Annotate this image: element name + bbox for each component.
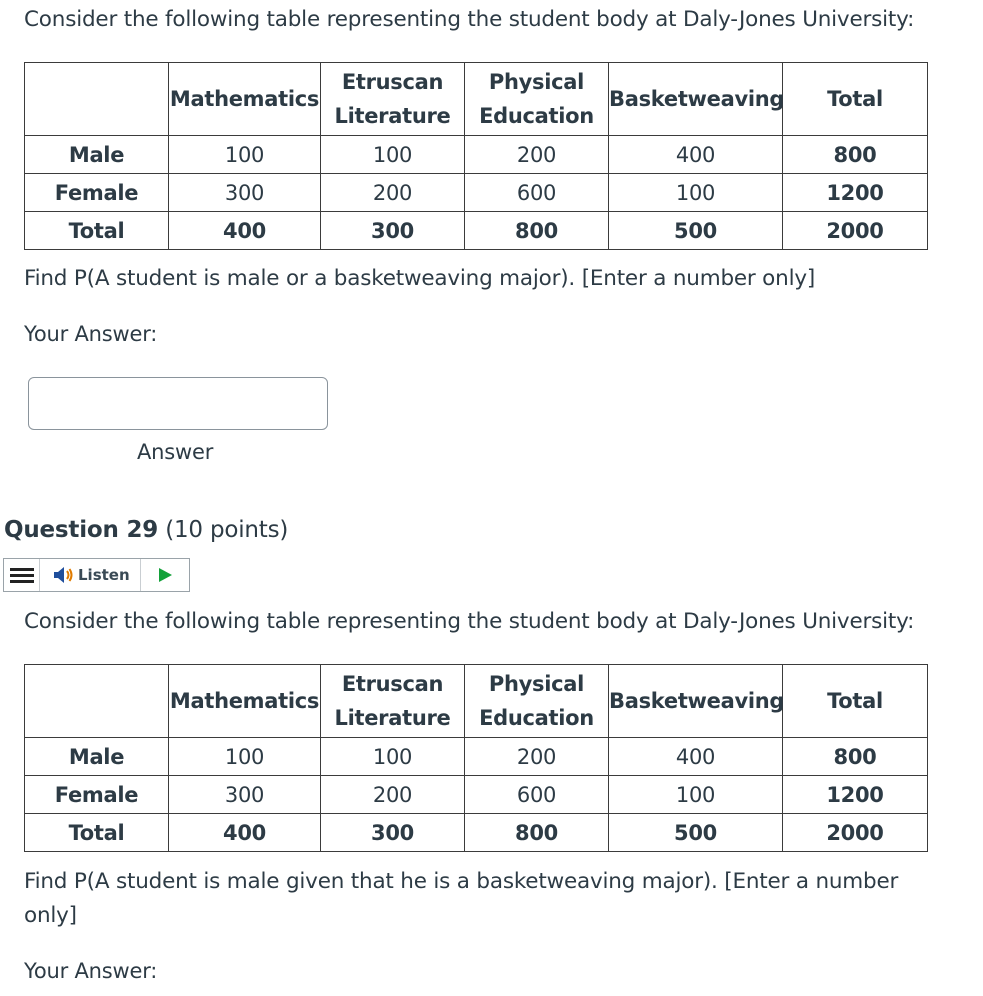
table-cell: 100: [169, 136, 321, 174]
menu-icon[interactable]: [4, 559, 40, 591]
question-text: Find P(A student is male or a basketweaving major). [Enter a number only]: [24, 266, 816, 291]
row-label: Male: [25, 136, 169, 174]
question-text: Find P(A student is male given that he is a basketweaving major). [Enter a number only]: [24, 869, 899, 928]
table-header-mathematics: Mathematics: [169, 63, 321, 136]
table-cell: 600: [465, 174, 609, 212]
table-cell: 300: [169, 174, 321, 212]
table-cell: 300: [169, 776, 321, 814]
table-header-row: [25, 63, 928, 136]
table-cell: 800: [465, 212, 609, 250]
table-header-corner: [25, 63, 169, 136]
listen-toolbar: [3, 558, 190, 592]
table-cell: 300: [321, 814, 465, 852]
table-cell: 800: [465, 814, 609, 852]
table-cell-total: 2000: [783, 814, 928, 852]
listen-button[interactable]: [40, 559, 141, 591]
table-header-etruscan: Etruscan Literature: [321, 63, 465, 136]
your-answer-label: Your Answer:: [24, 959, 158, 983]
table-header-etruscan: Etruscan Literature: [321, 665, 465, 738]
table-header-mathematics: Mathematics: [169, 665, 321, 738]
row-label: Total: [25, 212, 169, 250]
table-header-basketweaving: Basketweaving: [609, 63, 783, 136]
row-label: Female: [25, 776, 169, 814]
table-cell: 200: [321, 776, 465, 814]
table-cell-total: 800: [783, 738, 928, 776]
question-points: (10 points): [165, 517, 289, 543]
play-icon: [157, 567, 173, 583]
row-label: Male: [25, 738, 169, 776]
row-label: Total: [25, 814, 169, 852]
table-header-total: Total: [783, 63, 928, 136]
table-cell: 200: [465, 136, 609, 174]
question-number: Question 29: [4, 517, 159, 543]
play-button[interactable]: [141, 559, 189, 591]
question-title: [4, 517, 288, 543]
table-cell-total: 1200: [783, 174, 928, 212]
table-row: [25, 814, 928, 852]
table-cell: 200: [465, 738, 609, 776]
table-cell: 400: [169, 814, 321, 852]
table-row: [25, 136, 928, 174]
table-header-physical: Physical Education: [465, 63, 609, 136]
table-cell-total: 800: [783, 136, 928, 174]
table-cell: 500: [609, 814, 783, 852]
table-cell: 200: [321, 174, 465, 212]
table-header-corner: [25, 665, 169, 738]
table-row: [25, 212, 928, 250]
table-row: [25, 776, 928, 814]
table-cell: 100: [321, 738, 465, 776]
answer-caption: Answer: [137, 440, 214, 464]
table-cell: 300: [321, 212, 465, 250]
table-cell: 500: [609, 212, 783, 250]
your-answer-label: Your Answer:: [24, 322, 158, 346]
table-cell: 100: [609, 776, 783, 814]
table-header-physical: Physical Education: [465, 665, 609, 738]
table-cell: 400: [609, 136, 783, 174]
table-cell: 100: [169, 738, 321, 776]
table-row: [25, 738, 928, 776]
question-prompt: Consider the following table representing the student body at Daly-Jones University:: [24, 609, 915, 634]
table-cell-total: 2000: [783, 212, 928, 250]
question-prompt: Consider the following table representing the student body at Daly-Jones University:: [24, 7, 915, 32]
table-cell: 600: [465, 776, 609, 814]
table-header-total: Total: [783, 665, 928, 738]
row-label: Female: [25, 174, 169, 212]
table-cell: 400: [609, 738, 783, 776]
table-row: [25, 174, 928, 212]
answer-input[interactable]: [28, 377, 328, 430]
table-header-basketweaving: Basketweaving: [609, 665, 783, 738]
listen-label: Listen: [78, 566, 130, 584]
data-table: [24, 62, 928, 250]
table-cell-total: 1200: [783, 776, 928, 814]
speaker-icon: [52, 566, 74, 584]
table-cell: 400: [169, 212, 321, 250]
data-table: [24, 664, 928, 852]
table-header-row: [25, 665, 928, 738]
table-cell: 100: [609, 174, 783, 212]
table-cell: 100: [321, 136, 465, 174]
